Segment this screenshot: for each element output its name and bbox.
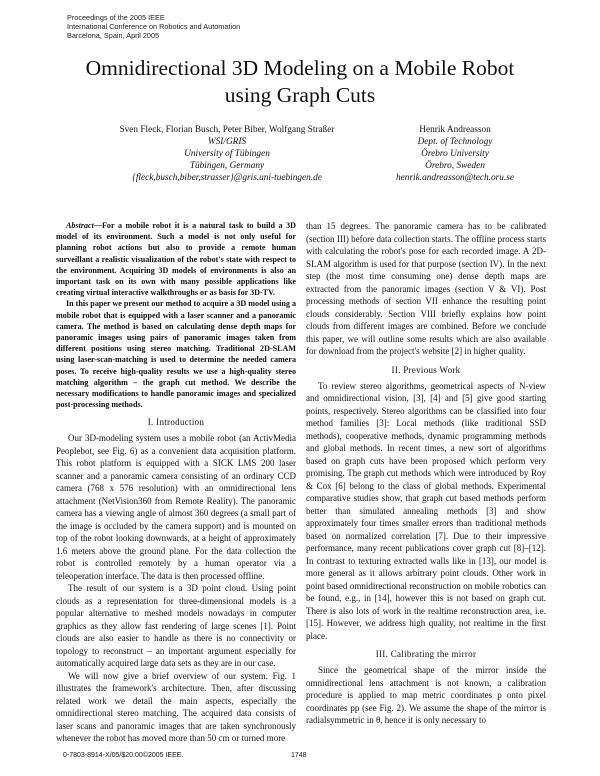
intro-paragraph-3-continued: than 15 degrees. The panoramic camera has to be calibrated (section III) before data collection starts. The offline process starts with calculating the robot's pose for each recorded image. A 2D-SLAM algorithm is used for that purpose (section IV). In the next step (the most time consuming one) dense depth maps are extracted from the panoramic images (section V & VI). Post processing methods of section VII enhance the resulting point clouds considerably. Section VIII briefly explains how point clouds from different images are combined. Before we conclude this paper, we will outline some results which are also available for download from the project's website [2] in higher quality. xyxy=(306,221,546,356)
left-column xyxy=(56,220,296,745)
paper-title xyxy=(40,55,560,109)
abstract-heading: Abstract xyxy=(66,221,94,230)
author-email: henrik.andreasson@tech.oru.se xyxy=(396,173,514,183)
abstract xyxy=(56,220,296,410)
section-heading-introduction: I. Introduction xyxy=(147,417,205,428)
right-column xyxy=(306,220,546,727)
author-department: Dept. of Technology xyxy=(417,137,493,147)
author-city: Tübingen, Germany xyxy=(189,161,265,171)
abstract-paragraph-2: In this paper we present our method to acquire a 3D model using a mobile robot that is equipped with a laser scanner and a panoramic camera. The method is based on calculating dense depth maps for panoramic images using pairs of panoramic images taken from different positions using stereo matching. Traditional 2D-SLAM using laser-scan-matching is used to determine the needed camera poses. To receive high-quality results we use a high-quality stereo matching algorithm – the graph cut method. We describe the necessary modifications to handle panoramic images and specialized post-processing methods. xyxy=(56,299,296,410)
author-block-left xyxy=(92,124,362,184)
intro-paragraph-1: Our 3D-modeling system uses a mobile robot (an ActivMedia Peoplebot, see Fig. 6) as a convenient data acquisition platform. This robot platform is equipped with a SICK LMS 200 laser scanner and a panoramic camera consisting of an ordinary CCD camera (768 x 576 resolution) with an omnidirectional lens attachment (NetVision360 from Remote Reality). The panoramic camera has a viewing angle of almost 360 degrees (a small part of the image is occluded by the camera support) and is mounted on top of the robot looking downwards, at a height of approximately 1.6 meters above the ground plane. For the data collection the robot is controlled remotely by a human operator via a teleoperation interface. The data is then processed offline. xyxy=(56,433,296,581)
author-department: WSI/GRIS xyxy=(207,137,247,147)
intro-paragraph-3: We will now give a brief overview of our system. Fig. 1 illustrates the framework's architecture. Then, after discussing related work we detail the main aspects, especially the omnidirectional stereo matching. The acquired data consists of laser scans and panoramic images that are taken synchronously whenever the robot has moved more than 50 cm or turned more xyxy=(56,670,296,744)
header-line-3: Barcelona, Spain, April 2005 xyxy=(67,31,160,41)
author-university: University of Tübingen xyxy=(184,149,270,159)
abstract-text-1: —For a mobile robot it is a natural task to build a 3D model of its environment. Such a model is not only useful for planning robot actions but also to provide a remote human surveillant a realistic visualization of the robot's state with respect to the environment. Acquiring 3D models of environments is also an important task on its own with many possible applications like creating virtual interactive walkthroughs or as basis for 3D-TV. xyxy=(56,221,296,298)
title-line-1: Omnidirectional 3D Modeling on a Mobile Robot xyxy=(85,56,515,80)
previous-work-paragraph: To review stereo algorithms, geometrical aspects of N-view and omnidirectional vision, [3], [4] and [5] give good starting points, respectively. Stereo algorithms can be classified into four method families [3]: Local methods (like traditional SSD methods), cooperative methods, dynamic programming methods and global methods. In recent times, a new sort of algorithms based on graph cuts have been proposed which perform very promising. The graph cut methods which were introduced by Roy & Cox [6] belong to the class of global methods. Experimental comparative studies show, that graph cut based methods perform better than simulated annealing methods [3] and show approximately four times smaller errors than traditional methods based on normalized correlation [7]. Due to their impressive performance, many recent publications cover graph cut [8]–[12]. In contrast to texturing extracted walls like in [13], our model is more general as it allows arbitrary point clouds. Other work in point based omnidirectional reconstruction on mobile robotics can be found, e.g., in [14], however this is not based on graph cut. There is also lots of work in the realtime reconstruction area, i.e. [15]. However, we address high quality, not realtime in the first place. xyxy=(306,380,546,641)
header-line-1: Proceedings of the 2005 IEEE xyxy=(67,13,165,22)
calibration-paragraph: Since the geometrical shape of the mirror inside the omnidirectional lens attachment is not known, a calibration procedure is applied to map metric coordinates p onto pixel coordinates pp (see Fig. 2). We assume the shape of the mirror is radialsymmetric in θ, hence it is only necessary to xyxy=(306,665,546,725)
header-line-2: International Conference on Robotics and Automation xyxy=(67,22,241,32)
copyright-footer: 0-7803-8914-X/05/$20.00©2005 IEEE. xyxy=(63,752,184,759)
proceedings-header xyxy=(67,13,240,41)
page-number: 1748 xyxy=(291,752,307,759)
author-names: Henrik Andreasson xyxy=(419,125,491,135)
section-heading-previous-work: II. Previous Work xyxy=(391,364,461,375)
section-heading-calibrating-mirror: III. Calibrating the mirror xyxy=(375,649,477,659)
author-university: Örebro University xyxy=(421,149,489,159)
intro-paragraph-2: The result of our system is a 3D point cloud. Using point clouds as a representation for three-dimensional models is a popular alternative to meshed models nowadays in computer graphics as they allow fast rendering of large scenes [1]. Point clouds are also easier to handle as there is no connectivity or topology to reconstruct – an important argument especially for automatically acquired large data sets as they are in our case. xyxy=(56,583,296,669)
author-block-right xyxy=(380,124,530,184)
abstract-paragraph-1 xyxy=(56,220,296,298)
author-email: {fleck,busch,biber,strasser}@gris.uni-tuebingen.de xyxy=(132,173,322,183)
author-names: Sven Fleck, Florian Busch, Peter Biber, Wolfgang Straßer xyxy=(119,125,335,135)
author-city: Örebro, Sweden xyxy=(425,161,485,171)
title-line-2: using Graph Cuts xyxy=(224,83,376,107)
